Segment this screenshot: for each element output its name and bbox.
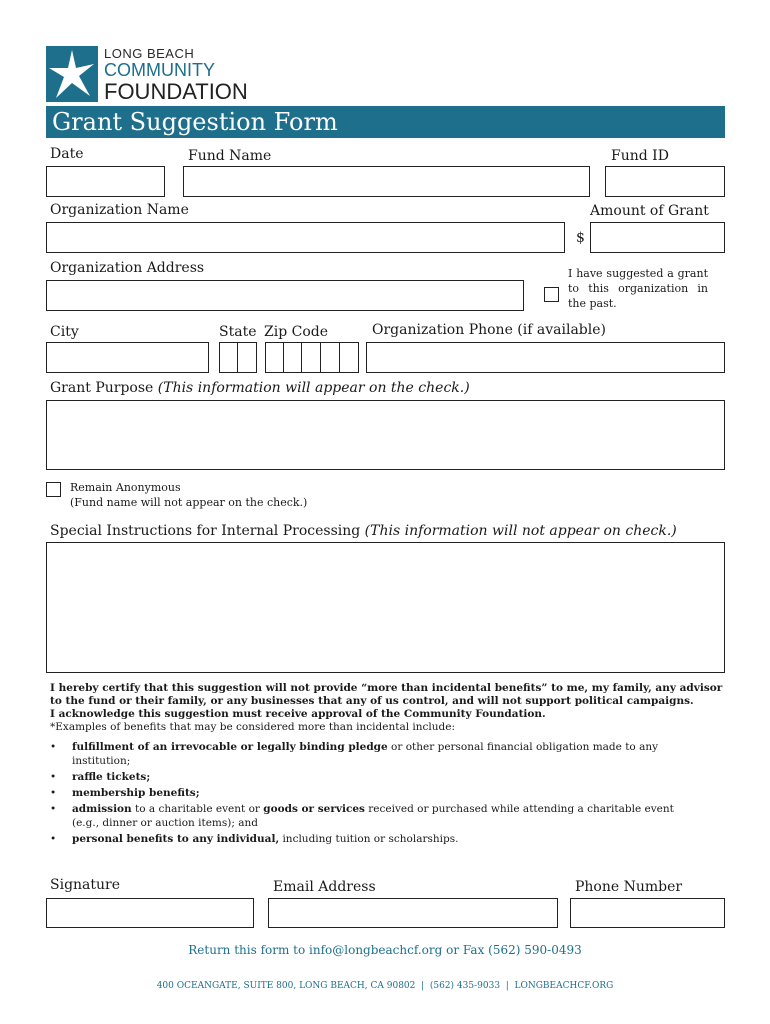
anonymous-label [70,480,307,510]
anonymous-checkbox[interactable] [46,482,61,497]
previous-grant-label: I have suggested a grant to this organization in the past. [568,267,708,310]
list-item [50,802,700,830]
benefit-4-bold-1: admission [72,803,132,815]
benefit-1-text: or other personal financial obligation made to any institution; [72,741,659,767]
org-name-field[interactable] [46,222,565,253]
state-label: State [219,324,257,340]
list-item [50,770,700,784]
benefit-1-bold: fulfillment of an irrevocable or legally binding pledge [72,741,388,753]
benefit-4-text: received or purchased while attending a charitable event (e.g., dinner or auction items); and [72,803,674,829]
return-instructions: Return this form to info@longbeachcf.org or Fax (562) 590-0493 [188,943,582,957]
form-title: Grant Suggestion Form [52,108,338,136]
zip-label: Zip Code [264,324,329,340]
city-field[interactable] [46,342,209,373]
logo-line-3: FOUNDATION [104,79,248,104]
state-char-2[interactable] [237,342,257,373]
list-item [50,786,700,800]
special-instructions-label [50,523,677,539]
benefit-2-bold: raffle tickets; [72,771,151,783]
org-name-label: Organization Name [50,202,189,218]
org-phone-field[interactable] [366,342,725,373]
benefit-5-bold: personal benefits to any individual, [72,833,280,845]
org-phone-label: Organization Phone (if available) [372,322,606,338]
phone-field[interactable] [570,898,725,928]
certification-line-1: I hereby certify that this suggestion will not provide “more than incidental benefits” to me, my family, any advisor [50,682,723,694]
footer-address: 400 OCEANGATE, SUITE 800, LONG BEACH, CA 90802 | (562) 435-9033 | LONGBEACHCF.ORG [156,981,614,991]
previous-grant-checkbox[interactable] [544,287,559,302]
title-banner [46,106,725,138]
fund-id-field[interactable] [605,166,725,197]
zip-char-5[interactable] [339,342,359,373]
logo-line-2: COMMUNITY [104,60,215,80]
dollar-sign: $ [576,230,585,246]
fund-name-label: Fund Name [188,148,272,164]
certification-line-2: to the fund or their family, or any businesses that any of us control, and will not support political campaigns. [50,695,694,707]
signature-label: Signature [50,877,121,893]
special-instructions-note: (This information will not appear on check.) [364,523,677,539]
zip-char-2[interactable] [283,342,302,373]
benefits-list [50,740,700,846]
zip-char-1[interactable] [265,342,284,373]
zip-char-4[interactable] [320,342,340,373]
fund-id-label: Fund ID [611,148,669,164]
benefit-4-bold-2: goods or services [263,803,365,815]
fund-name-field[interactable] [183,166,590,197]
certification-line-4: *Examples of benefits that may be considered more than incidental include: [50,721,455,733]
email-field[interactable] [268,898,558,928]
state-char-1[interactable] [219,342,238,373]
certification-line-3: I acknowledge this suggestion must receive approval of the Community Foundation. [50,708,546,720]
grant-purpose-label [50,380,470,396]
list-item [50,832,700,846]
benefit-4-mid: to a charitable event or [131,803,264,815]
grant-purpose-field[interactable] [46,400,725,470]
list-item [50,740,700,768]
special-instructions-title: Special Instructions for Internal Processing [50,523,361,539]
benefit-5-text: including tuition or scholarships. [279,833,459,845]
starfish-logo-icon [46,46,98,102]
org-address-field[interactable] [46,280,524,311]
logo [46,46,266,104]
grant-purpose-title: Grant Purpose [50,380,154,396]
city-label: City [50,324,79,340]
amount-label: Amount of Grant [590,203,709,219]
amount-field[interactable] [590,222,725,253]
date-field[interactable] [46,166,165,197]
logo-line-1: LONG BEACH [104,46,195,61]
zip-char-3[interactable] [301,342,321,373]
anonymous-label-line-1: Remain Anonymous [70,481,181,494]
special-instructions-field[interactable] [46,542,725,673]
grant-purpose-note: (This information will appear on the check.) [157,380,470,396]
benefit-3-bold: membership benefits; [72,787,200,799]
signature-field[interactable] [46,898,254,928]
org-address-label: Organization Address [50,260,205,276]
email-label: Email Address [273,879,376,895]
date-label: Date [50,146,84,162]
anonymous-label-line-2: (Fund name will not appear on the check.) [70,496,308,509]
phone-label: Phone Number [575,879,683,895]
